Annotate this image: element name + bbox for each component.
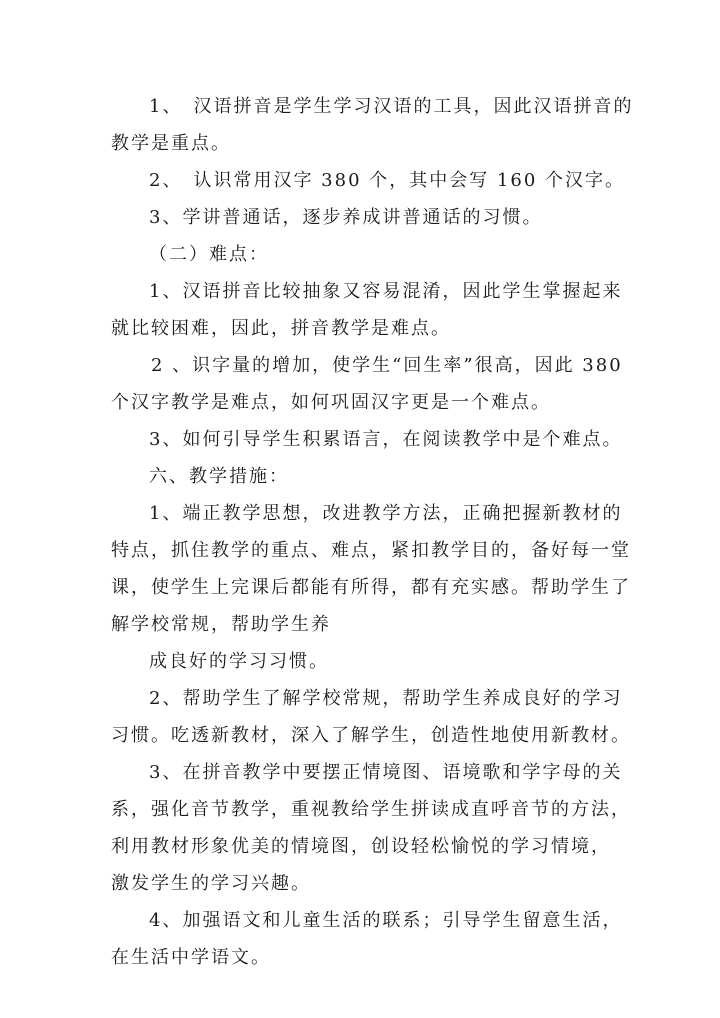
text-line: 1、 汉语拼音是学生学习汉语的工具，因此汉语拼音的 [149,96,634,117]
text-line: 4、加强语文和儿童生活的联系；引导学生留意生活， [149,910,623,931]
text-line: 激发学生的学习兴趣。 [111,873,311,894]
text-line: 在生活中学语文。 [111,947,271,968]
text-line: 3、学讲普通话，逐步养成讲普通话的习惯。 [149,207,543,228]
text-line: 习惯。吃透新教材，深入了解学生，创造性地使用新教材。 [111,725,631,746]
text-line: 教学是重点。 [111,133,231,154]
text-line: 课，使学生上完课后都能有所得，都有充实感。帮助学生了 [111,577,631,598]
text-line: 解学校常规，帮助学生养 [111,614,331,635]
document-body [111,88,634,976]
text-line: 就比较困难，因此，拼音教学是难点。 [111,318,451,339]
text-line: 3、如何引导学生积累语言，在阅读教学中是个难点。 [149,429,623,450]
text-line: 2、 认识常用汉字 380 个，其中会写 160 个汉字。 [149,170,626,191]
text-line: 1、端正教学思想，改进教学方法，正确把握新教材的 [149,503,623,524]
text-line: 1、汉语拼音比较抽象又容易混淆，因此学生掌握起来 [149,281,623,302]
text-line: 2 、识字量的增加，使学生“回生率”很高，因此 380 [151,355,623,376]
text-line: 2、帮助学生了解学校常规，帮助学生养成良好的学习 [149,688,623,709]
section-heading: 六、教学措施： [149,466,289,487]
section-heading: （二）难点： [149,244,269,265]
text-line: 系，强化音节教学，重视教给学生拼读成直呼音节的方法， [111,799,631,820]
text-line: 成良好的学习习惯。 [149,651,329,672]
text-line: 3、在拼音教学中要摆正情境图、语境歌和学字母的关 [149,762,623,783]
text-line: 特点，抓住教学的重点、难点，紧扣教学目的，备好每一堂 [111,540,631,561]
text-line: 利用教材形象优美的情境图，创设轻松愉悦的学习情境， [111,836,611,857]
text-line: 个汉字教学是难点，如何巩固汉字更是一个难点。 [111,392,551,413]
